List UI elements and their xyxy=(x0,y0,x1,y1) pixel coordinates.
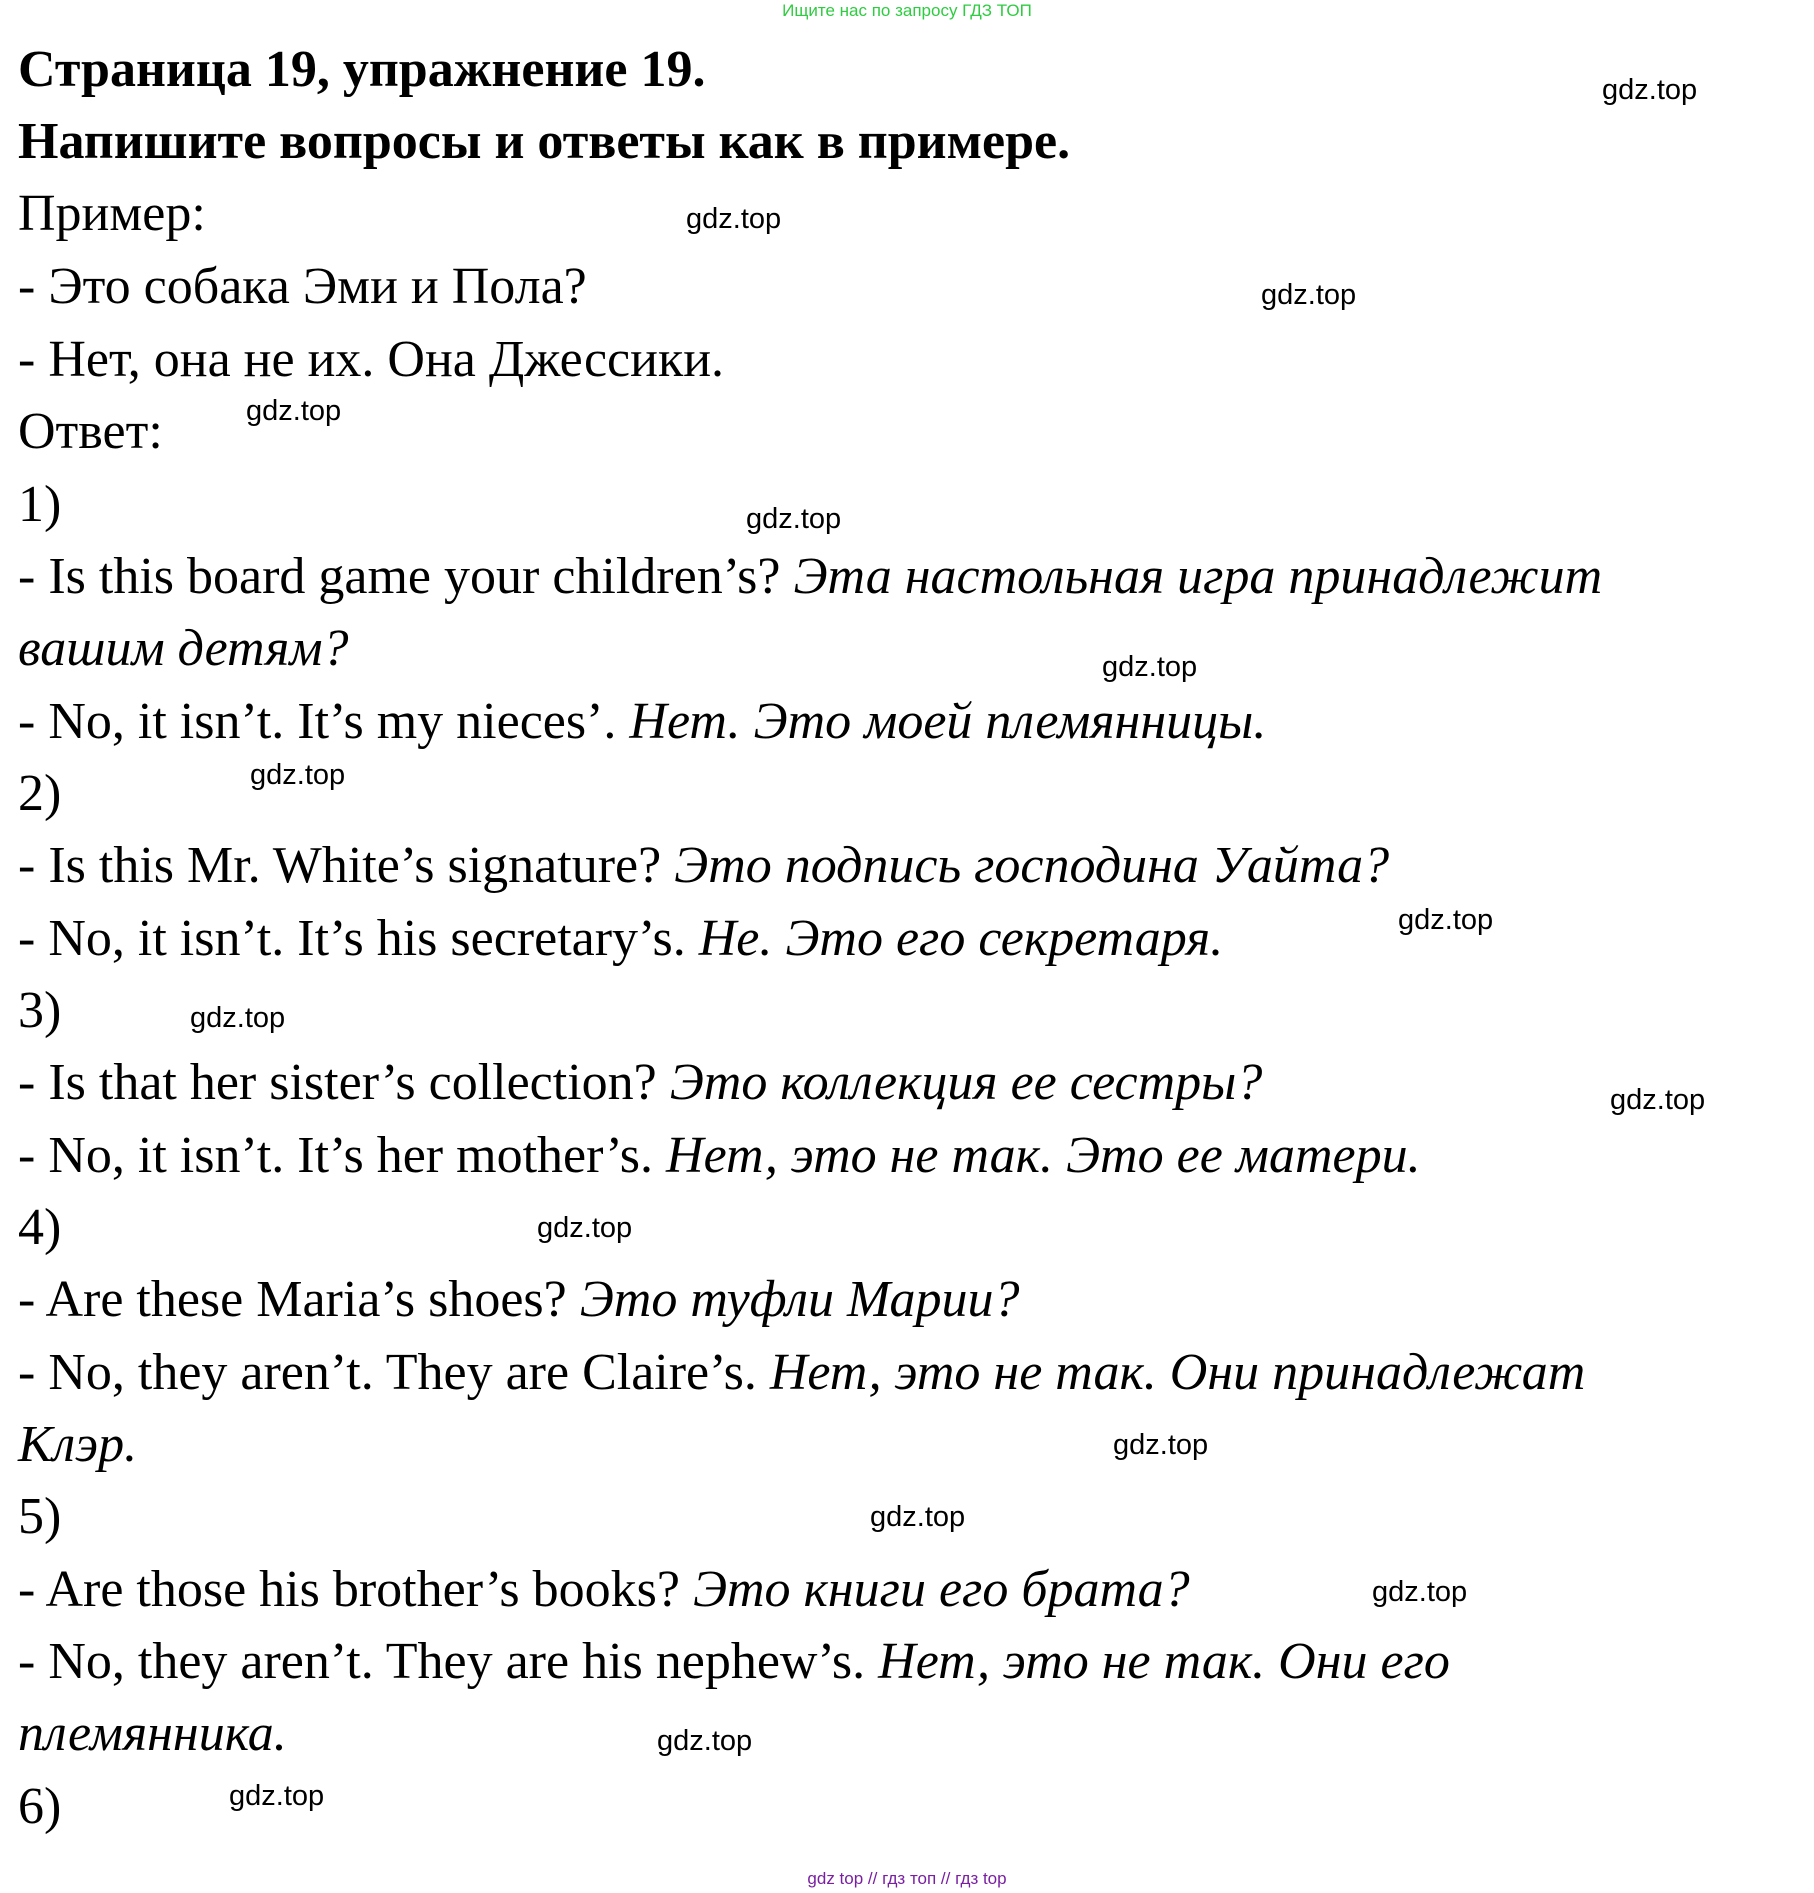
footer-links: gdz top // гдз топ // гдз top xyxy=(807,1869,1007,1888)
question-ru: Это книги его брата? xyxy=(692,1561,1190,1618)
example-answer: - Нет, она не их. Она Джессики. xyxy=(18,331,725,388)
watermark: gdz.top xyxy=(229,1780,325,1812)
answer-ru-continued: племянника. xyxy=(18,1705,287,1762)
watermark: gdz.top xyxy=(657,1725,753,1757)
question-en: - Is this board game your children’s? xyxy=(18,548,781,605)
watermark: gdz.top xyxy=(1610,1084,1706,1116)
example-label: Пример: xyxy=(18,185,206,242)
watermark: gdz.top xyxy=(1261,279,1357,311)
watermark: gdz.top xyxy=(870,1501,966,1533)
watermark: gdz.top xyxy=(686,203,782,235)
watermark: gdz.top xyxy=(746,503,842,535)
question-ru: Это коллекция ее сестры? xyxy=(669,1054,1263,1111)
example-question: - Это собака Эми и Пола? xyxy=(18,258,587,315)
watermark: gdz.top xyxy=(250,759,346,791)
question-ru-continued: вашим детям? xyxy=(18,620,349,677)
answer-ru: Нет, это не так. Они его xyxy=(878,1633,1450,1690)
answer-line xyxy=(18,1632,1450,1692)
question-line xyxy=(18,836,1389,896)
answer-ru: Не. Это его секретаря. xyxy=(698,910,1224,967)
question-line xyxy=(18,1053,1262,1113)
question-ru: Эта настольная игра принадлежит xyxy=(793,548,1603,605)
answer-line xyxy=(18,692,1266,752)
watermark: gdz.top xyxy=(1372,1576,1468,1608)
answer-line xyxy=(18,1343,1585,1403)
answer-en: - No, it isn’t. It’s his secretary’s. xyxy=(18,910,686,967)
question-line xyxy=(18,547,1602,607)
answer-en: - No, they aren’t. They are his nephew’s. xyxy=(18,1633,866,1690)
question-en: - Is that her sister’s collection? xyxy=(18,1054,657,1111)
watermark: gdz.top xyxy=(1602,74,1698,106)
watermark: gdz.top xyxy=(537,1212,633,1244)
question-en: - Are these Maria’s shoes? xyxy=(18,1271,567,1328)
question-en: - Is this Mr. White’s signature? xyxy=(18,837,662,894)
answer-ru: Нет. Это моей племянницы. xyxy=(629,693,1267,750)
question-ru: Это подпись господина Уайта? xyxy=(674,837,1390,894)
answer-ru: Нет, это не так. Это ее матери. xyxy=(666,1127,1421,1184)
instruction: Напишите вопросы и ответы как в примере. xyxy=(18,113,1071,170)
answer-ru-continued: Клэр. xyxy=(18,1416,138,1473)
answer-en: - No, it isn’t. It’s my nieces’. xyxy=(18,693,617,750)
watermark: gdz.top xyxy=(246,395,342,427)
item-number: 1) xyxy=(18,476,62,533)
watermark: gdz.top xyxy=(1102,651,1198,683)
search-banner: Ищите нас по запросу ГДЗ ТОП xyxy=(782,1,1032,20)
watermark: gdz.top xyxy=(190,1002,286,1034)
watermark: gdz.top xyxy=(1398,904,1494,936)
question-line xyxy=(18,1560,1190,1620)
answer-line xyxy=(18,1126,1421,1186)
item-number: 5) xyxy=(18,1488,62,1545)
answer-line xyxy=(18,909,1223,969)
question-en: - Are those his brother’s books? xyxy=(18,1561,680,1618)
answer-ru: Нет, это не так. Они принадлежат xyxy=(769,1344,1586,1401)
question-line xyxy=(18,1270,1020,1330)
item-number: 4) xyxy=(18,1199,62,1256)
question-ru: Это туфли Марии? xyxy=(579,1271,1020,1328)
answer-en: - No, it isn’t. It’s her mother’s. xyxy=(18,1127,654,1184)
watermark: gdz.top xyxy=(1113,1429,1209,1461)
answer-en: - No, they aren’t. They are Claire’s. xyxy=(18,1344,757,1401)
item-number: 6) xyxy=(18,1778,62,1835)
item-number: 3) xyxy=(18,982,62,1039)
item-number: 2) xyxy=(18,765,62,822)
answer-label: Ответ: xyxy=(18,403,163,460)
page-title: Страница 19, упражнение 19. xyxy=(18,41,706,98)
